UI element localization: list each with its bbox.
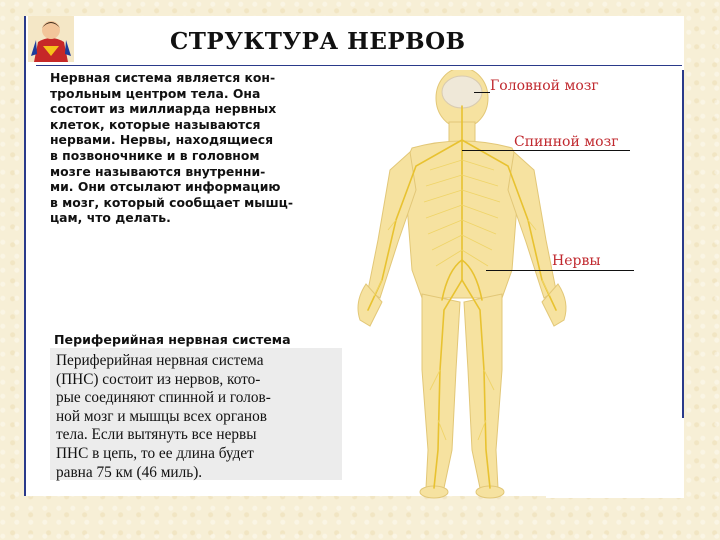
slide-right-border (682, 70, 684, 418)
page-title: СТРУКТУРА НЕРВОВ (170, 28, 466, 55)
slide-left-border (24, 16, 26, 496)
spine-leader-line (462, 150, 630, 151)
nerves-leader-line (486, 270, 634, 271)
pns-body-text: Периферийная нервная система (ПНС) состоит из нервов, кото- рые соединяют спинной и голов- ной мозг и мышцы всех органов тела. Если вытянуть все нервы ПНС в цепь, то ее длина будет равна 75 км (46 миль). (56, 352, 271, 481)
label-spine: Спинной мозг (514, 134, 619, 150)
pns-heading: Периферийная нервная система (54, 332, 291, 347)
label-brain: Головной мозг (490, 78, 599, 94)
title-divider (36, 65, 682, 66)
intro-text: Нервная система является кон- трольным центром тела. Она состоит из миллиарда нервных клеток, которые называются нервами. Нервы, находящиеся в позвоночнике и в головном мозге называются внутренни- ми. Они отсылают информацию в мозг, который сообщает мышц- цам, что делать. (50, 70, 293, 226)
label-nerves: Нервы (552, 253, 601, 269)
superhero-logo-icon (28, 16, 74, 62)
